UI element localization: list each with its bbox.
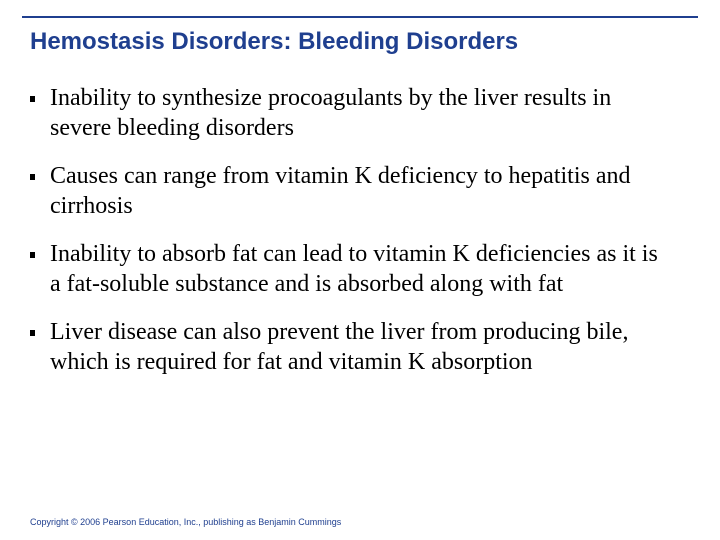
bullet-item: [30, 83, 670, 143]
bullet-text: Inability to synthesize procoagulants by the liver results in severe bleeding disorders: [50, 85, 612, 141]
slide-title: Hemostasis Disorders: Bleeding Disorders: [30, 28, 519, 55]
square-bullet-icon: [30, 174, 35, 180]
bullet-item: [30, 239, 670, 299]
bullet-item: [30, 317, 670, 377]
bullet-list: [30, 83, 670, 395]
bullet-text: Liver disease can also prevent the liver from producing bile, which is required for fat and vitamin K absorption: [50, 319, 629, 375]
square-bullet-icon: [30, 252, 35, 258]
bullet-text: Causes can range from vitamin K deficiency to hepatitis and cirrhosis: [50, 163, 631, 219]
bullet-item: [30, 161, 670, 221]
bullet-text: Inability to absorb fat can lead to vitamin K deficiencies as it is a fat-soluble substance and is absorbed along with fat: [50, 241, 658, 297]
copyright-footer: Copyright © 2006 Pearson Education, Inc., publishing as Benjamin Cummings: [30, 517, 342, 527]
square-bullet-icon: [30, 96, 35, 102]
title-rule: [22, 16, 698, 18]
square-bullet-icon: [30, 330, 35, 336]
